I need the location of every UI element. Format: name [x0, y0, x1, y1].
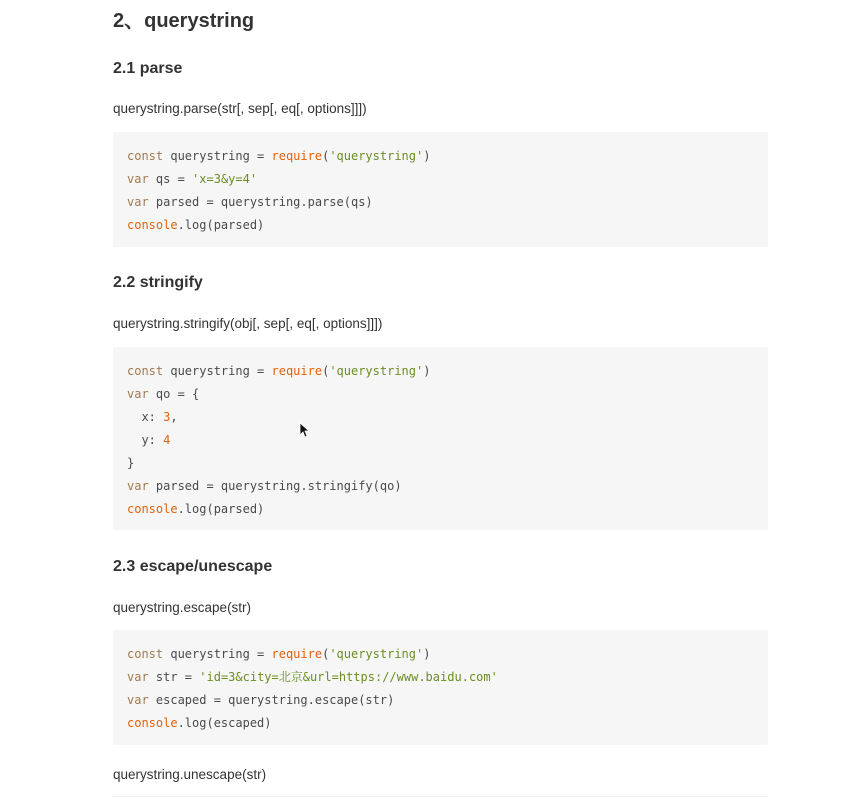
divider [113, 796, 768, 797]
code-token-plain: escaped = querystring.escape(str) [148, 693, 395, 707]
code-line [127, 432, 170, 448]
code-token-plain: ( [322, 647, 330, 661]
code-token-kw: var [127, 387, 149, 401]
code-token-kw: var [127, 693, 149, 707]
code-token-plain: querystring = [163, 647, 272, 661]
code-token-plain: .log(parsed) [177, 218, 265, 232]
code-block-stringify[interactable] [113, 347, 768, 530]
code-line [127, 217, 264, 233]
code-token-str: 'querystring' [329, 364, 424, 378]
code-token-fn: require [271, 149, 323, 163]
code-token-plain: ( [322, 364, 330, 378]
signature-escape: querystring.escape(str) [113, 600, 252, 615]
code-line [127, 148, 430, 164]
code-token-plain: ( [322, 149, 330, 163]
code-token-plain: str = [148, 670, 200, 684]
code-line [127, 692, 394, 708]
code-line [127, 409, 178, 425]
code-line [127, 171, 257, 187]
page-title: 2、querystring [113, 10, 255, 32]
code-line [127, 715, 272, 731]
code-line [127, 386, 199, 402]
code-token-plain: qs = [148, 172, 193, 186]
code-block-parse[interactable] [113, 132, 768, 247]
code-token-str: 'id=3&city=北京&url=https://www.baidu.com' [199, 670, 498, 684]
code-token-fn: console [127, 716, 178, 730]
signature-unescape: querystring.unescape(str) [113, 767, 267, 782]
code-token-plain: } [127, 456, 135, 470]
code-token-kw: const [127, 364, 164, 378]
code-token-str: 'querystring' [329, 647, 424, 661]
section-heading-escape: 2.3 escape/unescape [113, 558, 273, 575]
code-token-num: 4 [163, 433, 171, 447]
code-line [127, 501, 264, 517]
code-token-plain: ) [423, 149, 431, 163]
code-line [127, 646, 430, 662]
code-token-plain: ) [423, 647, 431, 661]
code-token-kw: const [127, 149, 164, 163]
code-token-fn: require [271, 647, 323, 661]
signature-stringify: querystring.stringify(obj[, sep[, eq[, options]]]) [113, 316, 383, 331]
code-token-kw: const [127, 647, 164, 661]
code-token-plain: , [170, 410, 178, 424]
code-line [127, 363, 430, 379]
code-token-plain: .log(escaped) [177, 716, 272, 730]
code-block-escape[interactable] [113, 630, 768, 745]
code-token-plain: y: [127, 433, 164, 447]
code-token-plain: .log(parsed) [177, 502, 265, 516]
code-token-str: 'x=3&y=4' [192, 172, 258, 186]
code-line [127, 669, 498, 685]
code-token-str: 'querystring' [329, 149, 424, 163]
code-token-kw: var [127, 670, 149, 684]
code-token-plain: querystring = [163, 149, 272, 163]
code-token-num: 3 [163, 410, 171, 424]
code-token-kw: var [127, 479, 149, 493]
section-heading-stringify: 2.2 stringify [113, 274, 203, 291]
code-token-plain: parsed = querystring.stringify(qo) [148, 479, 402, 493]
code-token-kw: var [127, 172, 149, 186]
code-token-plain: qo = { [148, 387, 200, 401]
code-token-plain: ) [423, 364, 431, 378]
code-token-kw: var [127, 195, 149, 209]
code-token-fn: console [127, 502, 178, 516]
code-token-plain: x: [127, 410, 164, 424]
code-token-plain: parsed = querystring.parse(qs) [148, 195, 373, 209]
code-token-fn: require [271, 364, 323, 378]
code-token-plain: querystring = [163, 364, 272, 378]
code-line [127, 455, 134, 471]
code-line [127, 194, 373, 210]
section-heading-parse: 2.1 parse [113, 60, 183, 77]
code-token-fn: console [127, 218, 178, 232]
mouse-cursor-icon [299, 422, 309, 438]
code-line [127, 478, 402, 494]
signature-parse: querystring.parse(str[, sep[, eq[, options]]]) [113, 101, 367, 116]
